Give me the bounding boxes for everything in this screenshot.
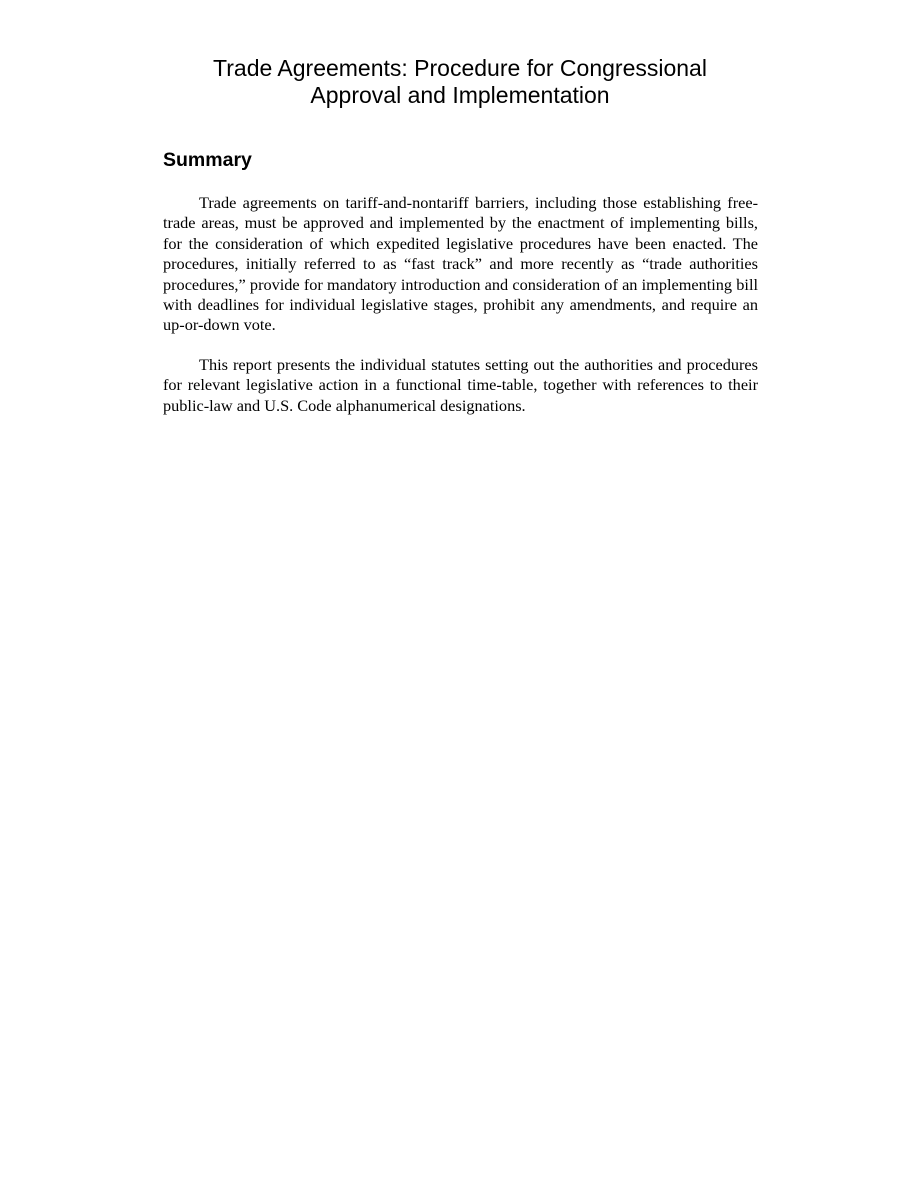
summary-paragraph-2: This report presents the individual statutes setting out the authorities and procedures for relevant legislative action in a functional time-table, together with references to their public-law and U.S. Code alphanumerical designations.	[163, 355, 758, 415]
document-title	[150, 55, 770, 109]
summary-heading: Summary	[163, 149, 252, 171]
summary-paragraph-1: Trade agreements on tariff-and-nontariff barriers, including those establishing free-trade areas, must be approved and implemented by the enactment of implementing bills, for the consideration of which expedited legislative procedures have been enacted. The procedures, initially referred to as “fast track” and more recently as “trade authorities procedures,” provide for mandatory introduction and consideration of an implementing bill with deadlines for individual legislative stages, prohibit any amendments, and require an up-or-down vote.	[163, 193, 758, 335]
document-title-line-1: Trade Agreements: Procedure for Congressional	[213, 55, 707, 81]
document-title-line-2: Approval and Implementation	[310, 82, 610, 108]
